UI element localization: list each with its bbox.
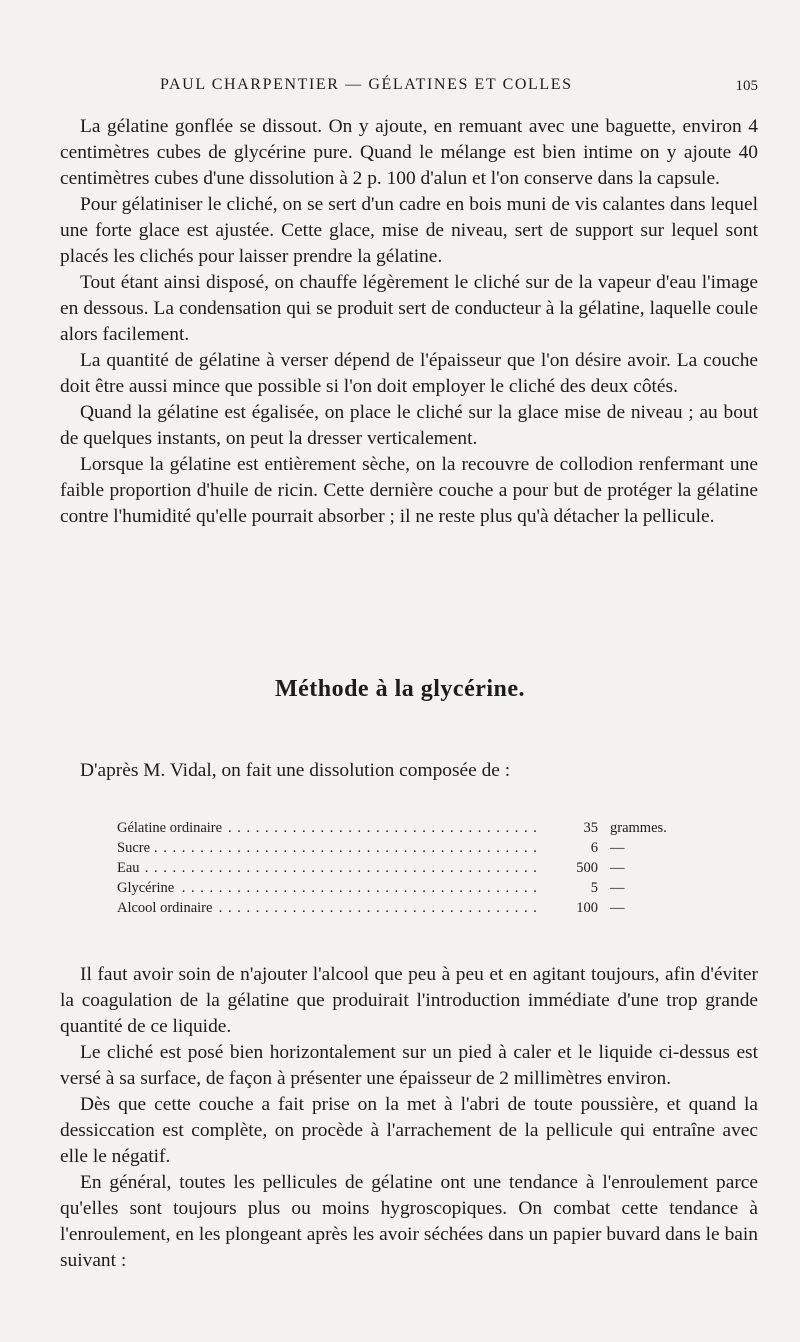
leader-dots <box>117 858 537 878</box>
running-title: PAUL CHARPENTIER — GÉLATINES ET COLLES <box>160 76 573 93</box>
ingredient-name: Sucre <box>117 838 153 858</box>
ingredient-unit: — <box>610 900 625 916</box>
paragraph: Pour gélatiniser le cliché, on se sert d'un cadre en bois muni de vis calantes dans lequel une forte glace est ajustée. Cette glace, mise de niveau, sert de support sur lequel sont placés les clichés pour laisser prendre la gélatine. <box>60 194 758 267</box>
ingredient-name: Alcool ordinaire <box>117 898 215 918</box>
leader-dots <box>117 878 537 898</box>
page-number: 105 <box>735 78 758 94</box>
recipe-row <box>117 838 697 858</box>
ingredient-name: Glycérine <box>117 878 177 898</box>
ingredient-quantity: 35 <box>562 818 598 838</box>
paragraph: En général, toutes les pellicules de gélatine ont une tendance à l'enroulement parce qu'elles sont toujours plus ou moins hygroscopiques. On combat cette tendance à l'enroulement, en les plongeant après les avoir séchées dans un papier buvard dans le bain suivant : <box>60 1172 758 1271</box>
ingredient-quantity: 100 <box>562 898 598 918</box>
paragraph: La gélatine gonflée se dissout. On y ajoute, en remuant avec une baguette, environ 4 centimètres cubes de glycérine pure. Quand le mélange est bien intime on y ajoute 40 centimètres cubes d'une dissolution à 2 p. 100 d'alun et l'on conserve dans la capsule. <box>60 116 758 189</box>
section-title: Méthode à la glycérine. <box>274 676 526 702</box>
paragraph: Quand la gélatine est égalisée, on place le cliché sur la glace mise de niveau ; au bout de quelques instants, on peut la dresser verticalement. <box>60 402 758 449</box>
recipe-row <box>117 898 697 918</box>
paragraph: Dès que cette couche a fait prise on la met à l'abri de toute poussière, et quand la dessiccation est complète, on procède à l'arrachement de la pellicule qui entraîne avec elle le négatif. <box>60 1094 758 1167</box>
text-block-lower <box>60 962 758 1274</box>
recipe-table <box>117 818 697 918</box>
text-block-upper <box>60 114 758 530</box>
ingredient-name: Eau <box>117 858 143 878</box>
paragraph: Il faut avoir soin de n'ajouter l'alcool que peu à peu et en agitant toujours, afin d'éviter la coagulation de la gélatine que produirait l'introduction immédiate d'une trop grande quantité de ce liquide. <box>60 964 758 1037</box>
paragraph: Tout étant ainsi disposé, on chauffe légèrement le cliché sur de la vapeur d'eau l'image en dessous. La condensation qui se produit sert de conducteur à la gélatine, laquelle coule alors facilement. <box>60 272 758 345</box>
paragraph: Lorsque la gélatine est entièrement sèche, on la recouvre de collodion renfermant une faible proportion d'huile de ricin. Cette dernière couche a pour but de protéger la gélatine contre l'humidité qu'elle pourrait absorber ; il ne reste plus qu'à détacher la pellicule. <box>60 454 758 527</box>
ingredient-quantity: 6 <box>562 838 598 858</box>
paragraph: Le cliché est posé bien horizontalement sur un pied à caler et le liquide ci-dessus est versé à sa surface, de façon à présenter une épaisseur de 2 millimètres environ. <box>60 1042 758 1089</box>
recipe-row <box>117 818 697 838</box>
ingredient-unit: — <box>610 840 625 856</box>
ingredient-quantity: 500 <box>562 858 598 878</box>
ingredient-unit: — <box>610 860 625 876</box>
recipe-row <box>117 858 697 878</box>
running-header <box>160 76 758 100</box>
ingredient-quantity: 5 <box>562 878 598 898</box>
ingredient-unit: grammes. <box>610 820 667 836</box>
ingredient-unit: — <box>610 880 625 896</box>
paragraph: La quantité de gélatine à verser dépend de l'épaisseur que l'on désire avoir. La couche doit être aussi mince que possible si l'on doit employer le cliché des deux côtés. <box>60 350 758 397</box>
recipe-intro: D'après M. Vidal, on fait une dissolution composée de : <box>80 760 511 781</box>
leader-dots <box>117 838 537 858</box>
ingredient-name: Gélatine ordinaire <box>117 818 225 838</box>
recipe-row <box>117 878 697 898</box>
